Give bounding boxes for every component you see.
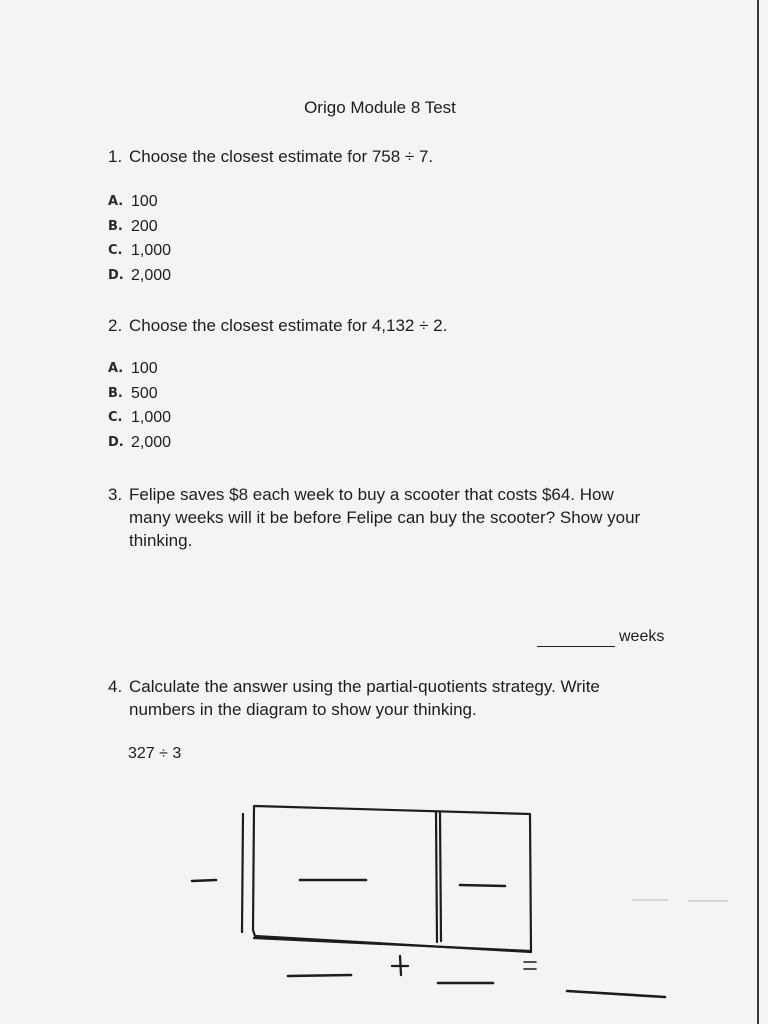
- question-text-line: many weeks will it be before Felipe can buy the scooter? Show your: [129, 508, 641, 527]
- plus-sign: [392, 956, 408, 975]
- question-text: [129, 483, 669, 552]
- choice-letter: C.: [108, 243, 123, 258]
- question-text-line: Felipe saves $8 each week to buy a scooter that costs $64. How: [129, 485, 614, 504]
- division-expression: 327 ÷ 3: [128, 745, 182, 762]
- choice-value: 1,000: [131, 242, 172, 259]
- choice-value: 2,000: [131, 266, 172, 284]
- diagram-divider: [436, 812, 437, 942]
- diagram-divider-shadow: [440, 813, 441, 941]
- equals-sign: [524, 962, 536, 969]
- quotient-total-blank[interactable]: [567, 991, 665, 997]
- choice-letter: A.: [108, 194, 124, 209]
- question-text-line: numbers in the diagram to show your thinking.: [129, 700, 477, 719]
- choice-value: 500: [131, 384, 158, 402]
- question-text: Choose the closest estimate for 758 ÷ 7.: [129, 147, 434, 166]
- answer-blank[interactable]: [537, 646, 615, 647]
- quotient-part-1-blank[interactable]: [288, 975, 351, 976]
- question-text: [129, 675, 669, 721]
- choice-letter: D.: [108, 434, 124, 450]
- choice-value: 100: [131, 193, 158, 210]
- choice-letter: D.: [108, 267, 124, 283]
- choice-value: 100: [131, 360, 158, 377]
- choice-value: 2,000: [131, 433, 172, 451]
- scan-marks: [632, 900, 728, 901]
- question-number: 2.: [108, 316, 123, 335]
- divisor-blank[interactable]: [192, 880, 216, 881]
- question-number: 3.: [108, 485, 123, 504]
- question-text-line: thinking.: [129, 531, 193, 550]
- diagram-box-bottom-edge: [254, 938, 531, 951]
- dividend-part-2-blank[interactable]: [460, 885, 505, 886]
- question-text-line: Calculate the answer using the partial-quotients strategy. Write: [129, 677, 600, 696]
- question-number: 4.: [108, 677, 123, 696]
- partial-quotients-diagram: [0, 780, 768, 1020]
- choice-value: 1,000: [131, 409, 172, 426]
- choice-letter: B.: [108, 385, 123, 401]
- choice-value: 200: [131, 217, 158, 235]
- choice-letter: B.: [108, 218, 123, 234]
- diagram-box: [253, 806, 531, 952]
- choice-letter: C.: [108, 410, 123, 425]
- diagram-box-left-edge: [242, 814, 243, 932]
- question-number: 1.: [108, 147, 123, 166]
- question-text: Choose the closest estimate for 4,132 ÷ 2.: [129, 316, 448, 335]
- page-title: Origo Module 8 Test: [304, 98, 456, 117]
- choice-letter: A.: [108, 361, 124, 376]
- answer-unit-label: weeks: [619, 628, 665, 645]
